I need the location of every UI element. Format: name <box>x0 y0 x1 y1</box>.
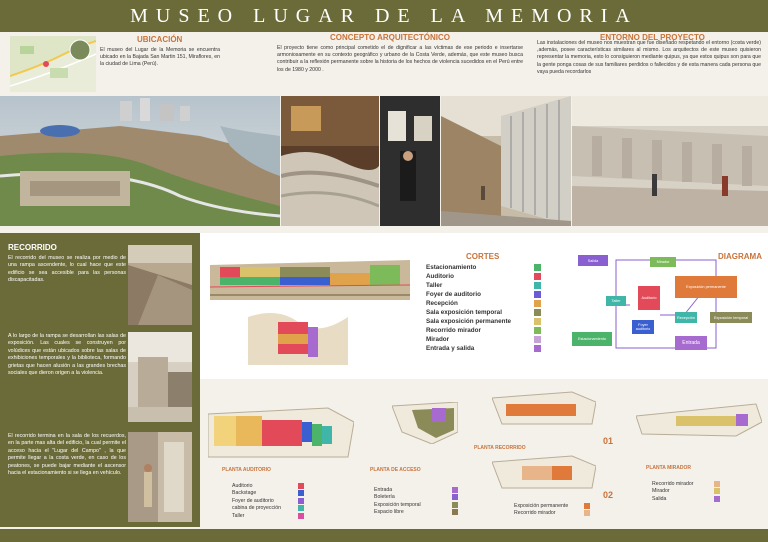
section-cut <box>248 307 348 365</box>
cortes-legend-swatch <box>534 264 541 271</box>
planta-mirador-legend <box>652 481 732 503</box>
cortes-legend-item <box>426 272 546 281</box>
plan-legend-swatch <box>452 494 458 500</box>
plan-legend-label: Entrada <box>374 487 393 493</box>
plan-legend-label: Recorrido mirador <box>652 481 694 487</box>
cortes-legend-label: Auditorio <box>426 273 454 280</box>
cortes-legend <box>426 263 546 353</box>
plan-legend-label: Backstage <box>232 490 257 497</box>
planta-recorrido-plan-1 <box>492 388 596 428</box>
diagram-auditorio: Auditorio <box>638 286 660 310</box>
plan-legend-item <box>374 502 464 509</box>
plan-legend-swatch <box>298 513 304 519</box>
cortes-legend-item <box>426 326 546 335</box>
recorrido-heading: RECORRIDO <box>8 243 57 252</box>
plan-legend-item <box>232 505 312 512</box>
plan-legend-swatch <box>452 509 458 515</box>
recorrido-text-2: A lo largo de la rampa se desarrollan las salas de exposición. Las cuales se construyen por volúdices que están ubicados sobre las salas de exhibiciones temporales y la biblioteca, formando grietas que hacen alusión a las grandes brechas sociales que dieron origen a la violencia. <box>8 333 126 377</box>
plan-legend-swatch <box>298 490 304 496</box>
plan-legend-item <box>652 496 732 503</box>
diagram-mirador: Mirador <box>650 257 676 267</box>
cortes-legend-item <box>426 290 546 299</box>
gallery-photo <box>380 96 440 226</box>
cortes-legend-item <box>426 299 546 308</box>
planta-recorrido-num-1: 01 <box>603 436 614 446</box>
plan-legend-swatch <box>714 488 720 494</box>
plan-legend-swatch <box>298 483 304 489</box>
cortes-legend-swatch <box>534 300 541 307</box>
cortes-legend-swatch <box>534 282 541 289</box>
cortes-legend-item <box>426 335 546 344</box>
aerial-photo <box>0 96 280 226</box>
planta-acceso-legend <box>374 487 464 517</box>
diagrama-heading: DIAGRAMA <box>718 252 762 261</box>
planta-auditorio-caption: PLANTA AUDITORIO <box>222 467 271 473</box>
planta-auditorio-legend <box>232 483 312 520</box>
plan-legend-label: Salida <box>652 495 667 502</box>
location-map <box>10 36 96 92</box>
plan-legend-label: Espacio libre <box>374 509 404 516</box>
planta-mirador-plan <box>636 402 762 438</box>
concepto-text: El proyecto tiene como principal cometido el de dignificar a las víctimas de ese periodo e insertarse armoniosamente en su contexto geográfico y urbano de la Costa Verde, además, que este museo busca contribuir a la reflexión permanente sobre la historia de los hechos de violencia sucedidos en el Perú entre los de 1980 y 2000 . <box>277 45 523 73</box>
plan-legend-swatch <box>298 505 304 511</box>
diagram-recepcion: Recepción <box>675 312 697 323</box>
plan-legend-swatch <box>452 487 458 493</box>
cortes-legend-label: Foyer de auditorio <box>426 291 481 298</box>
cortes-legend-item <box>426 281 546 290</box>
facade-photo <box>441 96 571 226</box>
diagram-salida: Salida <box>578 255 608 266</box>
plan-legend-swatch <box>452 502 458 508</box>
cortes-legend-item <box>426 308 546 317</box>
plan-legend-item <box>232 490 312 497</box>
planta-recorrido-caption: PLANTA RECORRIDO <box>474 445 526 451</box>
planta-auditorio-plan <box>208 402 354 460</box>
entorno-heading: ENTORNO DEL PROYECTO <box>600 33 705 42</box>
plan-legend-item <box>514 510 604 517</box>
plan-legend-label: Taller <box>232 512 245 519</box>
plan-legend-label: Boletería <box>374 494 395 501</box>
cortes-legend-swatch <box>534 336 541 343</box>
cortes-legend-swatch <box>534 273 541 280</box>
plan-legend-item <box>374 487 464 494</box>
footer-bar <box>0 529 768 542</box>
plan-legend-item <box>652 488 732 495</box>
planta-recorrido-plan-2 <box>492 452 596 492</box>
plan-legend-item <box>374 509 464 516</box>
cortes-legend-label: Sala exposición temporal <box>426 309 502 316</box>
planta-recorrido-num-2: 02 <box>603 490 614 500</box>
ramp-render-photo <box>572 96 768 226</box>
cortes-legend-swatch <box>534 318 541 325</box>
diagram-exposicion-permanente: Exposición permanente <box>675 276 737 298</box>
cortes-legend-swatch <box>534 327 541 334</box>
plan-legend-swatch <box>714 481 720 487</box>
cortes-legend-swatch <box>534 291 541 298</box>
diagram-taller: Taller <box>606 296 626 306</box>
plan-legend-swatch <box>714 496 720 502</box>
cortes-legend-label: Recorrido mirador <box>426 327 481 334</box>
concepto-heading: CONCEPTO ARQUITECTÓNICO <box>330 33 451 42</box>
cortes-legend-item <box>426 263 546 272</box>
cortes-legend-label: Mirador <box>426 336 450 343</box>
quipus-photo <box>281 96 379 226</box>
planta-acceso-plan <box>392 402 458 444</box>
plan-legend-label: cabina de proyección <box>232 505 282 512</box>
plan-legend-swatch <box>584 510 590 516</box>
recorrido-text-1: El recorrido del museo se realiza por medio de una rampa ascendente, lo cual hace que este edificio se sea accesible para las personas discapacitadas. <box>8 255 126 284</box>
cortes-heading: CORTES <box>466 252 500 261</box>
plan-legend-label: Recorrido mirador <box>514 510 556 517</box>
plan-legend-label: Auditorio <box>232 483 253 489</box>
plan-legend-label: Foyer de auditorio <box>232 497 274 504</box>
cortes-legend-swatch <box>534 309 541 316</box>
planta-recorrido-legend <box>514 503 604 518</box>
plan-legend-label: Exposición permanente <box>514 503 569 509</box>
plan-legend-label: Mirador <box>652 488 670 495</box>
cortes-legend-label: Entrada y salida <box>426 345 475 352</box>
diagram-estacionamiento: Estacionamiento <box>572 332 612 346</box>
plan-legend-item <box>652 481 732 488</box>
ubicacion-heading: UBICACIÓN <box>137 35 183 44</box>
planta-acceso-caption: PLANTA DE ACCESO <box>370 467 421 473</box>
diagram <box>570 250 764 360</box>
diagram-entrada: Entrada <box>675 336 707 350</box>
entorno-text: Las instalaciones del museo nos muestran que fue diseñado respetando el entorno (costa verde) ,además, posee características similares al mismo. Los arquitectos de este museo quisieron representar la memoria, esto lo consiguieron mediante quipus, ya que estos quipus son para que la gente ponga cosas de sus familiares perdidos o fallecidos y de esta manera cada persona que vaya pueda recordarlos <box>537 40 761 75</box>
plan-legend-item <box>374 494 464 501</box>
cortes-legend-label: Taller <box>426 282 443 289</box>
ramp-photo <box>128 245 192 325</box>
recorrido-text-3: El recorrido termina en la sala de los recuerdos, en la parte mas alta del edificio, la cual permite el acceso hacia el "Lugar del Campo" , la que permite llegar a la costa verde, en caso de los peatones, se puede bajar mediante el ascensor hacia el estacionamiento si se llega en vehículo. <box>8 433 126 477</box>
plan-legend-item <box>232 498 312 505</box>
cortes-legend-item <box>426 317 546 326</box>
cortes-legend-item <box>426 344 546 353</box>
diagram-foyer: Foyer auditorio <box>632 320 654 334</box>
page-title: MUSEO LUGAR DE LA MEMORIA <box>0 0 768 32</box>
cortes-legend-label: Estacionamiento <box>426 264 477 271</box>
cortes-legend-label: Sala exposición permanente <box>426 318 512 325</box>
visitor-photo <box>128 432 192 522</box>
building-photo <box>128 332 192 422</box>
section-elevation <box>210 255 410 300</box>
diagram-exposicion-temporal: Exposición temporal <box>710 312 752 323</box>
planta-mirador-caption: PLANTA MIRADOR <box>646 465 691 471</box>
plan-legend-swatch <box>298 498 304 504</box>
plan-legend-item <box>232 513 312 520</box>
cortes-legend-label: Recepción <box>426 300 458 307</box>
plan-legend-swatch <box>584 503 590 509</box>
cortes-legend-swatch <box>534 345 541 352</box>
plan-legend-item <box>232 483 312 490</box>
ubicacion-text: El museo del Lugar de la Memoria se encuentra ubicado en la Bajada San Martin 151, Miraflores, en la ciudad de Lima (Perú). <box>100 47 220 68</box>
plan-legend-item <box>514 503 604 510</box>
plan-legend-label: Exposición temporal <box>374 501 421 508</box>
